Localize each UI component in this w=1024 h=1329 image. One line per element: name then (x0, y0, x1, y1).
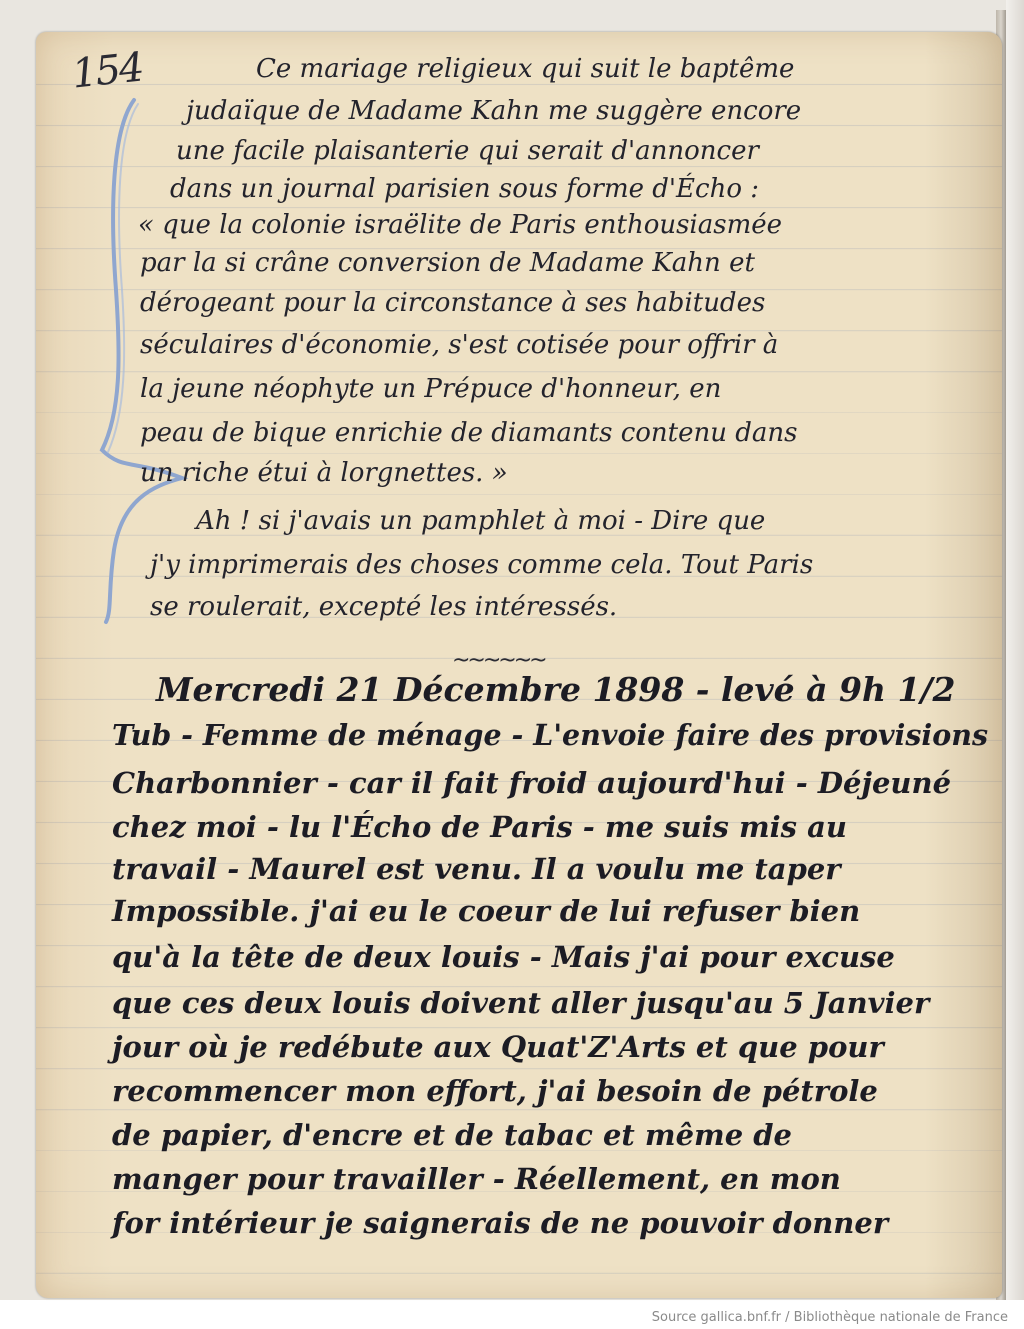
note-line: se roulerait, excepté les intéressés. (150, 592, 618, 622)
note-line: un riche étui à lorgnettes. » (140, 458, 508, 488)
entry-line: qu'à la tête de deux louis - Mais j'ai pour excuse (112, 940, 895, 974)
note-line: dérogeant pour la circonstance à ses habitudes (140, 288, 766, 318)
entry-line: que ces deux louis doivent aller jusqu'au 5 Janvier (112, 986, 930, 1020)
note-line: « que la colonie israëlite de Paris enthousiasmée (138, 210, 783, 240)
entry-line: chez moi - lu l'Écho de Paris - me suis mis au (112, 810, 847, 844)
entry-line: for intérieur je saignerais de ne pouvoir donner (112, 1206, 889, 1240)
note-line: dans un journal parisien sous forme d'Écho : (170, 174, 760, 204)
note-line: une facile plaisanterie qui serait d'annoncer (176, 136, 759, 166)
note-line: séculaires d'économie, s'est cotisée pour offrir à (140, 330, 779, 360)
note-line: j'y imprimerais des choses comme cela. Tout Paris (150, 550, 814, 580)
section-divider: ~~~~~~ (452, 648, 545, 673)
note-line: par la si crâne conversion de Madame Kahn et (140, 248, 755, 278)
entry-line: travail - Maurel est venu. Il a voulu me taper (112, 852, 841, 886)
notebook-edge (1006, 0, 1024, 1300)
entry-line: Impossible. j'ai eu le coeur de lui refuser bien (112, 894, 861, 928)
entry-line: manger pour travailler - Réellement, en mon (112, 1162, 841, 1196)
note-line: Ah ! si j'avais un pamphlet à moi - Dire que (196, 506, 766, 536)
entry-line: Tub - Femme de ménage - L'envoie faire des provisions (112, 718, 988, 752)
entry-line: Charbonnier - car il fait froid aujourd'hui - Déjeuné (112, 766, 952, 800)
note-line: la jeune néophyte un Prépuce d'honneur, en (140, 374, 722, 404)
entry-line: jour où je redébute aux Quat'Z'Arts et que pour (112, 1030, 884, 1064)
note-line: Ce mariage religieux qui suit le baptême (256, 54, 795, 84)
blue-pencil-bracket (92, 90, 192, 630)
entry-line: recommencer mon effort, j'ai besoin de pétrole (112, 1074, 878, 1108)
entry-line: de papier, d'encre et de tabac et même de (112, 1118, 792, 1152)
source-credit: Source gallica.bnf.fr / Bibliothèque nationale de France (651, 1310, 1008, 1325)
entry-date-line: Mercredi 21 Décembre 1898 - levé à 9h 1/2 (156, 670, 956, 709)
note-line: judaïque de Madame Kahn me suggère encore (186, 96, 802, 126)
page-number: 154 (69, 44, 145, 98)
note-line: peau de bique enrichie de diamants contenu dans (140, 418, 798, 448)
